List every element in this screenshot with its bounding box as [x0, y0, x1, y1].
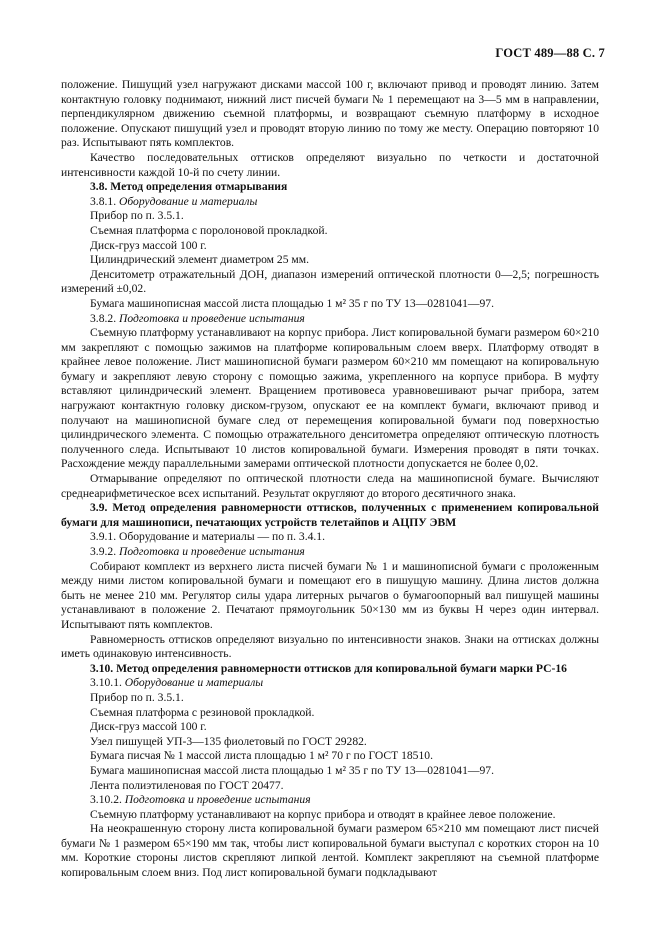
clause-number: 3.9.2.: [90, 545, 117, 558]
paragraph: Съемную платформу устанавливают на корпус прибора. Лист копировальной бумаги размером 60×210 мм закрепляют с помощью зажимов на платформе копировальным слоем вверх. Платформу отводят в крайнее левое положение. Лист машинописной бумаги размером 60×210 мм помещают на копировальную бумагу и закрепляют левую сторону с помощью зажима, укрепленного на корпусе прибора. В муфту вставляют цилиндрический элемент. Вращением противовеса уравновешивают рычаг прибора, затем нагружают контактную головку диском-грузом, опускают ее на комплект бумаги, включают привод и получают на машинописной бумаге след от перемещения копировальной бумаги под поверхностью цилиндрического элемента. С помощью отражательного денситометра определяют оптическую плотность полученного следа. Испытывают 10 листов копировальной бумаги. Измерения проводят в пяти точках. Расхождение между параллельными замерами оптической плотности допускается не более 0,02.: [61, 326, 599, 471]
paragraph: [61, 195, 599, 210]
paragraph: Прибор по п. 3.5.1.: [90, 690, 184, 704]
clause-title: Подготовка и проведение испытания: [124, 793, 311, 807]
paragraph: 3.10. Метод определения равномерности оттисков для копировальной бумаги марки РС-16: [90, 661, 567, 675]
paragraph: Съемная платформа с поролоновой прокладкой.: [90, 223, 328, 237]
paragraph: Бумага машинописная массой листа площадью 1 м² 35 г по ТУ 13—0281041—97.: [90, 763, 494, 777]
clause-number: 3.8.1.: [90, 194, 117, 208]
paragraph: Съемную платформу устанавливают на корпус прибора и отводят в крайнее левое положение.: [90, 807, 556, 821]
paragraph: 3.8. Метод определения отмарывания: [90, 180, 288, 194]
clause-title: Подготовка и проведение испытания: [119, 545, 305, 558]
paragraph: Бумага писчая № 1 массой листа площадью 1 м² 70 г по ГОСТ 18510.: [90, 749, 433, 763]
clause-number: 3.10.2.: [90, 793, 122, 807]
paragraph: [61, 545, 599, 560]
clause-title: Оборудование и материалы: [124, 676, 264, 690]
paragraph: Узел пишущей УП-3—135 фиолетовый по ГОСТ 29282.: [90, 734, 367, 748]
paragraph: [61, 312, 599, 327]
paragraph: Съемная платформа с резиновой прокладкой.: [90, 705, 315, 719]
document-body: [61, 78, 599, 881]
paragraph: На неокрашенную сторону листа копировальной бумаги размером 65×210 мм помещают лист писчей бумаги № 1 размером 65×190 мм так, чтобы лист копировальной бумаги выступал с коротких сторон на 10 мм. Короткие стороны листов скрепляют липкой лентой. Комплект закрепляют на съемной платформе копировальным слоем вниз. Под лист копировальной бумаги подкладывают: [61, 822, 599, 880]
paragraph: Денситометр отражательный ДОН, диапазон измерений оптической плотности 0—2,5; погрешность измерений ±0,02.: [61, 267, 599, 296]
paragraph: 3.9. Метод определения равномерности оттисков, полученных с применением копировальной бумаги для машинописи, печатающих устройств телетайпов и АЦПУ ЭВМ: [61, 501, 599, 529]
paragraph: Отмарывание определяют по оптической плотности следа на машинописной бумаге. Вычисляют среднеарифметическое всех испытаний. Результат округляют до второго десятичного знака.: [61, 472, 599, 500]
paragraph: [61, 793, 599, 808]
paragraph: Прибор по п. 3.5.1.: [90, 209, 184, 223]
paragraph: Диск-груз массой 100 г.: [90, 720, 207, 734]
page-header: ГОСТ 489—88 С. 7: [495, 46, 605, 60]
clause-title: Подготовка и проведение испытания: [119, 311, 305, 325]
paragraph: Собирают комплект из верхнего листа писчей бумаги № 1 и машинописной бумаги с проложенным между ними листом копировальной бумаги и помещают его в пишущую машину. Длина листов должна быть не менее 210 мм. Регулятор силы удара литерных рычагов о бумагоопорный вал пишущей машины устанавливают в положение 2. Печатают прямоугольник 50×130 мм из буквы Н через один интервал. Испытывают пять комплектов.: [61, 559, 599, 631]
paragraph: Бумага машинописная массой листа площадью 1 м² 35 г по ТУ 13—0281041—97.: [90, 296, 494, 310]
paragraph: Диск-груз массой 100 г.: [90, 238, 207, 252]
paragraph: Цилиндрический элемент диаметром 25 мм.: [90, 253, 309, 267]
paragraph: Качество последовательных оттисков определяют визуально по четкости и достаточной интенсивности каждой 10-й по счету линии.: [61, 150, 599, 179]
paragraph: 3.9.1. Оборудование и материалы — по п. 3.4.1.: [90, 530, 325, 544]
clause-number: 3.8.2.: [90, 311, 117, 325]
paragraph: Лента полиэтиленовая по ГОСТ 20477.: [90, 778, 284, 792]
paragraph: Равномерность оттисков определяют визуально по интенсивности знаков. Знаки на оттисках должны иметь одинаковую интенсивность.: [61, 632, 599, 661]
clause-title: Оборудование и материалы: [119, 194, 258, 208]
paragraph: [61, 676, 599, 691]
clause-number: 3.10.1.: [90, 676, 122, 690]
paragraph: положение. Пишущий узел нагружают дисками массой 100 г, включают привод и проводят линию. Затем контактную головку поднимают, нижний лист писчей бумаги № 1 перемещают на 3—5 мм в направлении, перпендикулярном движению съемной платформы, и возвращают съемную платформу в исходное положение. Опускают пишущий узел и проводят вторую линию по тому же месту. Операцию повторяют 10 раз. Испытывают пять комплектов.: [61, 78, 599, 150]
